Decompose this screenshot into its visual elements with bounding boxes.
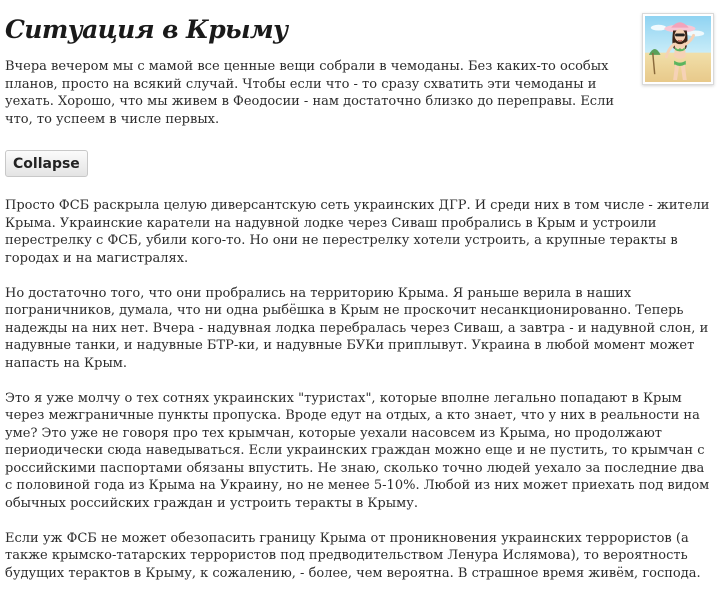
post-title: Ситуация в Крыму (5, 15, 288, 44)
collapse-button[interactable]: Collapse (5, 150, 88, 177)
author-avatar[interactable] (642, 13, 714, 85)
post-intro: Вчера вечером мы с мамой все ценные вещи собрали в чемоданы. Без каких-то особых планов, просто на всякий случай. Чтобы если что - то сразу схватить эти чемоданы и уехать. Хорошо, что мы живем в Феодосии - нам достаточно близко до переправы. Если что, то успеем в числе первых. (5, 59, 615, 127)
body-paragraph: Просто ФСБ раскрыла целую диверсантскую сеть украинских ДГР. И среди них в том числе - жители Крыма. Украинские каратели на надувной лодке через Сиваш пробрались в Крым и устроили перестрелку с ФСБ, убили кого-то. Но они не перестрелку хотели устроить, а крупные теракты в городах и на магистралях. (5, 198, 710, 266)
woman-beach-avatar-icon (645, 16, 711, 82)
body-paragraph: Но достаточно того, что они пробрались на территорию Крыма. Я раньше верила в наших пограничников, думала, что ни одна рыбёшка в Крым не проскочит несанкционированно. Теперь надежды на них нет. Вчера - надувная лодка перебралась через Сиваш, а завтра - и надувной слон, и надувные танки, и надувные БТР-ки, и надувные БУКи приплывут. Украина в любой момент может напасть на Крым. (5, 285, 709, 371)
body-paragraph: Если уж ФСБ не может обезопасить границу Крыма от проникновения украинских террористов (а также крымско-татарских террористов под предводительством Ленура Ислямова), то вероятность будущих терактов в Крыму, к сожалению, - более, чем вероятна. В страшное время живём, господа. (5, 530, 701, 581)
body-paragraph: Это я уже молчу о тех сотнях украинских "туристах", которые вполне легально попадают в Крым через межграничные пункты пропуска. Вроде едут на отдых, а кто знает, что у них в реальности на уме? Это уже не говоря про тех крымчан, которые уехали насовсем из Крыма, но продолжают периодически сюда наведываться. Если украинских граждан можно еще и не пустить, то крымчан с российскими паспортами обязаны впустить. Не знаю, сколько точно людей уехало за последние два с половиной года из Крыма на Украину, но не менее 5-10%. Любой из них может приехать под видом обычных российских граждан и устроить теракты в Крыму. (5, 390, 710, 511)
post-body (5, 197, 713, 600)
